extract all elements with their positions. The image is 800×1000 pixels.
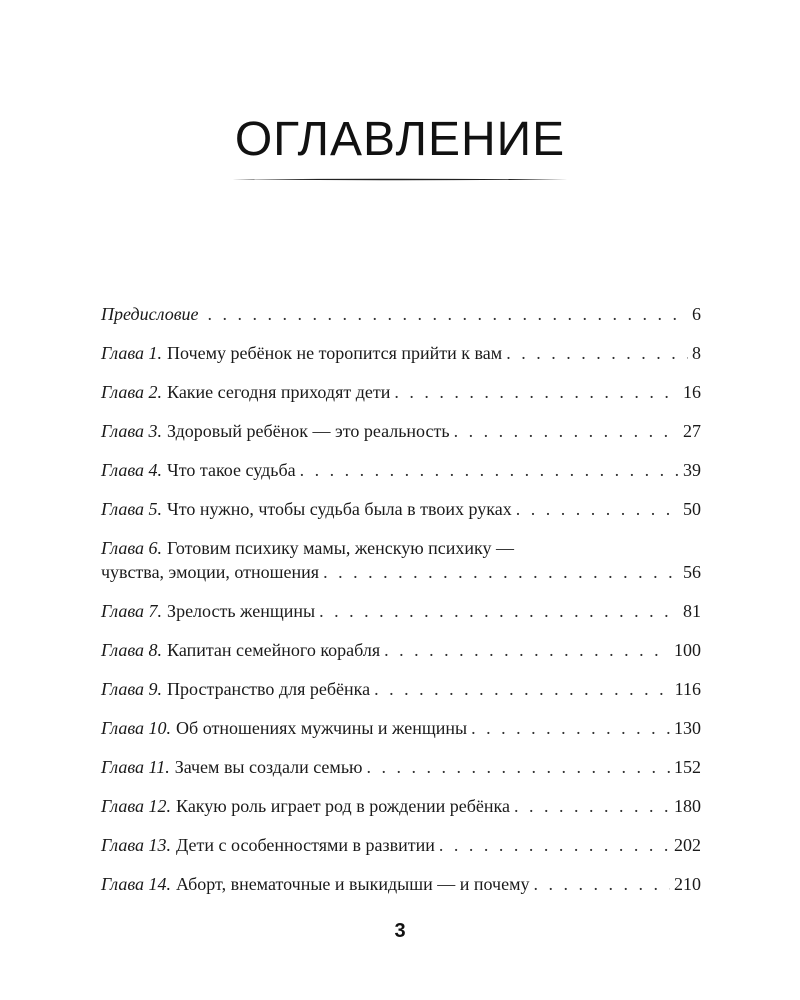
toc-entry-title: Зрелость женщины bbox=[167, 601, 316, 621]
toc-entry-chapter-11[interactable] bbox=[101, 755, 701, 779]
page-title: ОГЛАВЛЕНИЕ bbox=[234, 113, 566, 166]
toc-leader-dots bbox=[516, 497, 679, 521]
toc-entry-label: Глава 13. bbox=[101, 835, 172, 855]
toc-leader-dots bbox=[366, 755, 670, 779]
toc-entry-title: Здоровый ребёнок — это реальность bbox=[167, 421, 450, 441]
toc-entry-label: Глава 4. bbox=[101, 460, 163, 480]
toc-entry-page: 130 bbox=[674, 718, 701, 738]
toc-entry-chapter-12[interactable] bbox=[101, 794, 701, 818]
toc-entry-chapter-10[interactable] bbox=[101, 716, 701, 740]
toc-entry-page: 100 bbox=[674, 640, 701, 660]
toc-entry-page: 39 bbox=[683, 460, 701, 480]
toc-entry-page: 8 bbox=[692, 343, 701, 363]
toc-entry-title: Что нужно, чтобы судьба была в твоих руках bbox=[167, 499, 512, 519]
toc-entry-chapter-5[interactable] bbox=[101, 497, 701, 521]
toc-leader-dots bbox=[454, 419, 679, 443]
toc-entry-title: Какую роль играет род в рождении ребёнка bbox=[176, 796, 510, 816]
toc-leader-dots bbox=[439, 833, 670, 857]
toc-entry-chapter-8[interactable] bbox=[101, 638, 701, 662]
toc-entry-label: Глава 5. bbox=[101, 499, 163, 519]
toc-entry-page: 210 bbox=[674, 874, 701, 894]
toc-entry-page: 50 bbox=[683, 499, 701, 519]
toc-entry-title: Капитан семейного корабля bbox=[167, 640, 381, 660]
toc-entry-chapter-9[interactable] bbox=[101, 677, 701, 701]
toc-entry-page: 27 bbox=[683, 421, 701, 441]
toc-entry-label: Глава 9. bbox=[101, 679, 163, 699]
toc-entry-title: Почему ребёнок не торопится прийти к вам bbox=[167, 343, 503, 363]
toc-entry-preface[interactable] bbox=[101, 302, 701, 326]
toc-entry-page: 202 bbox=[674, 835, 701, 855]
page-number: 3 bbox=[394, 920, 406, 942]
toc-leader-dots bbox=[514, 794, 670, 818]
toc-entry-label: Глава 1. bbox=[101, 343, 163, 363]
toc-entry-chapter-14[interactable] bbox=[101, 872, 701, 896]
toc-entry-title: Какие сегодня приходят дети bbox=[167, 382, 391, 402]
toc-entry-label: Глава 6. bbox=[101, 538, 163, 558]
toc-entry-title: Что такое судьба bbox=[167, 460, 296, 480]
toc-entry-chapter-2[interactable] bbox=[101, 380, 701, 404]
toc-entry-first-line bbox=[101, 536, 701, 560]
toc-leader-dots bbox=[534, 872, 671, 896]
toc-leader-dots bbox=[374, 677, 671, 701]
toc-entry-label: Глава 2. bbox=[101, 382, 163, 402]
toc-entry-label: Глава 7. bbox=[101, 601, 163, 621]
toc-entry-title: Дети с особенностями в развитии bbox=[176, 835, 435, 855]
toc-leader-dots bbox=[394, 380, 679, 404]
toc-entry-page: 81 bbox=[683, 601, 701, 621]
toc-entry-page: 6 bbox=[692, 304, 701, 324]
toc-leader-dots bbox=[384, 638, 670, 662]
toc-entry-label: Глава 12. bbox=[101, 796, 172, 816]
toc-entry-title: Аборт, внематочные и выкидыши — и почему bbox=[176, 874, 530, 894]
toc-entry-page: 180 bbox=[674, 796, 701, 816]
toc-entry-label: Глава 8. bbox=[101, 640, 163, 660]
toc-entry-page: 152 bbox=[674, 757, 701, 777]
toc-leader-dots bbox=[323, 560, 679, 584]
toc-entry-title: Об отношениях мужчины и женщины bbox=[176, 718, 468, 738]
toc-entry-chapter-1[interactable] bbox=[101, 341, 701, 365]
toc-leader-dots bbox=[208, 302, 688, 326]
toc-entry-label: Глава 14. bbox=[101, 874, 172, 894]
toc-entry-label: Глава 3. bbox=[101, 421, 163, 441]
toc-entry-second-line bbox=[101, 560, 701, 584]
toc-entry-title: Пространство для ребёнка bbox=[167, 679, 371, 699]
toc-entry-page: 56 bbox=[683, 562, 701, 582]
toc-entry-title-line1: Готовим психику мамы, женскую психику — bbox=[167, 538, 515, 558]
toc-leader-dots bbox=[471, 716, 670, 740]
toc-leader-dots bbox=[300, 458, 679, 482]
toc-leader-dots bbox=[319, 599, 679, 623]
toc-entry-label: Глава 11. bbox=[101, 757, 170, 777]
title-underline bbox=[232, 178, 568, 181]
toc-entry-page: 116 bbox=[674, 679, 701, 699]
toc-entry-label: Глава 10. bbox=[101, 718, 172, 738]
toc-entry-label: Предисловие bbox=[101, 304, 199, 324]
toc-entry-chapter-6[interactable] bbox=[101, 536, 701, 584]
toc-entry-chapter-7[interactable] bbox=[101, 599, 701, 623]
toc-entry-chapter-4[interactable] bbox=[101, 458, 701, 482]
toc-leader-dots bbox=[506, 341, 688, 365]
table-of-contents bbox=[101, 302, 701, 911]
toc-entry-chapter-13[interactable] bbox=[101, 833, 701, 857]
toc-entry-chapter-3[interactable] bbox=[101, 419, 701, 443]
toc-entry-page: 16 bbox=[683, 382, 701, 402]
toc-entry-title: Зачем вы создали семью bbox=[174, 757, 363, 777]
toc-entry-title-line2: чувства, эмоции, отношения bbox=[101, 562, 320, 582]
